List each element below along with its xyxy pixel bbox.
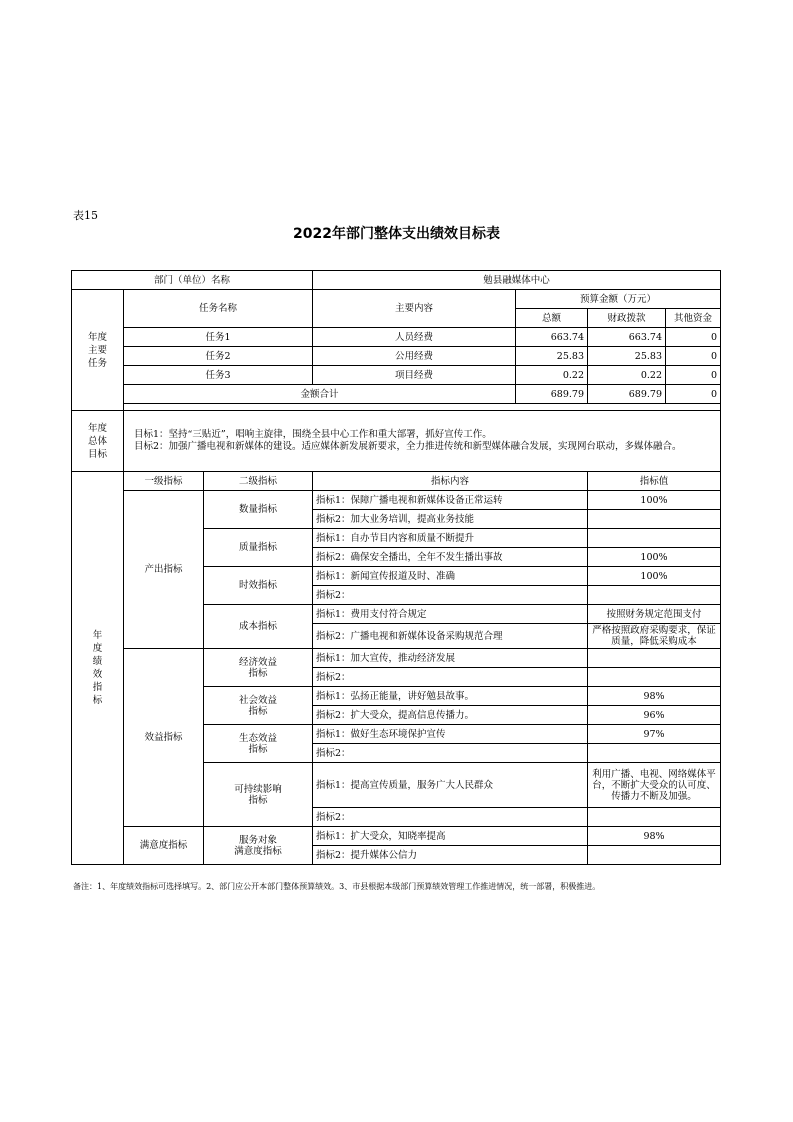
table-row [72, 827, 721, 846]
indicator-value: 96% [588, 706, 721, 725]
indicator-value [588, 649, 721, 668]
indicator-content: 指标1：扩大受众，知晓率提高 [313, 827, 588, 846]
sum-fiscal: 689.79 [588, 385, 666, 404]
sum-label: 金额合计 [124, 385, 516, 404]
task-name: 任务1 [124, 328, 313, 347]
task-total: 0.22 [516, 366, 588, 385]
task-content: 项目经费 [313, 366, 516, 385]
indicator-content: 指标1：自办节目内容和质量不断提升 [313, 529, 588, 548]
satisfaction-indicators: 满意度指标 [124, 827, 204, 865]
task-other: 0 [666, 328, 721, 347]
sum-row [72, 385, 721, 404]
indicator-value: 98% [588, 687, 721, 706]
other-header: 其他资金 [666, 309, 721, 328]
task-name: 任务3 [124, 366, 313, 385]
dept-row [72, 271, 721, 290]
quantity-indicators: 数量指标 [204, 491, 313, 529]
performance-indicators-label: 年 度 绩 效 指 标 [72, 472, 124, 865]
indicator-content: 指标2：广播电视和新媒体设备采购规范合理 [313, 624, 588, 649]
perf-header-row [72, 472, 721, 491]
indicator-value: 100% [588, 567, 721, 586]
indicator-content: 指标2：提升媒体公信力 [313, 846, 588, 865]
economic-benefit-indicators: 经济效益 指标 [204, 649, 313, 687]
indicator-content: 指标1：加大宣传，推动经济发展 [313, 649, 588, 668]
goal-2: 目标2：加强广播电视和新媒体的建设。适应媒体新发展新要求，全力推进传统和新型媒体融合发展，实现网台联动，多媒体融合。 [134, 441, 682, 452]
task-fiscal: 25.83 [588, 347, 666, 366]
cost-indicators: 成本指标 [204, 605, 313, 649]
indicator-value [588, 510, 721, 529]
task-total: 25.83 [516, 347, 588, 366]
service-satisfaction-indicators: 服务对象 满意度指标 [204, 827, 313, 865]
indicator-content: 指标1：新闻宣传报道及时、准确 [313, 567, 588, 586]
indicator-value: 97% [588, 725, 721, 744]
indicator-value [588, 586, 721, 605]
footnote: 备注：1、年度绩效指标可选择填写。2、部门应公开本部门整体预算绩效。3、市县根据本级部门预算绩效管理工作推进情况，统一部署，积极推进。 [73, 882, 601, 891]
dept-label: 部门（单位）名称 [72, 271, 313, 290]
table-row [72, 366, 721, 385]
overall-goals-text [124, 411, 721, 472]
table-row [72, 328, 721, 347]
page-title: 2022年部门整体支出绩效目标表 [293, 226, 500, 242]
indicator-value: 按照财务规定范围支付 [588, 605, 721, 624]
overall-goals-label: 年度 总体 目标 [72, 411, 124, 472]
social-benefit-indicators: 社会效益 指标 [204, 687, 313, 725]
quality-indicators: 质量指标 [204, 529, 313, 567]
task-fiscal: 0.22 [588, 366, 666, 385]
indicator-content: 指标2：加大业务培训，提高业务技能 [313, 510, 588, 529]
task-name-header: 任务名称 [124, 290, 313, 328]
spacer-row [72, 404, 721, 411]
annual-tasks-label: 年度 主要 任务 [72, 290, 124, 411]
indicator-value [588, 846, 721, 865]
level1-header: 一级指标 [124, 472, 204, 491]
table-number: 表15 [73, 209, 98, 222]
indicator-content: 指标2： [313, 808, 588, 827]
task-content: 公用经费 [313, 347, 516, 366]
indicator-value-header: 指标值 [588, 472, 721, 491]
benefit-indicators: 效益指标 [124, 649, 204, 827]
table-row [72, 347, 721, 366]
indicator-content: 指标1：保障广播电视和新媒体设备正常运转 [313, 491, 588, 510]
timeliness-indicators: 时效指标 [204, 567, 313, 605]
indicator-content: 指标1：提高宣传质量，服务广大人民群众 [313, 763, 588, 808]
indicator-content: 指标2：扩大受众，提高信息传播力。 [313, 706, 588, 725]
output-indicators: 产出指标 [124, 491, 204, 649]
task-name: 任务2 [124, 347, 313, 366]
task-other: 0 [666, 347, 721, 366]
task-content: 人员经费 [313, 328, 516, 347]
indicator-content: 指标2： [313, 668, 588, 687]
fiscal-header: 财政拨款 [588, 309, 666, 328]
indicator-content: 指标1：做好生态环境保护宣传 [313, 725, 588, 744]
task-total: 663.74 [516, 328, 588, 347]
sustainability-indicators: 可持续影响 指标 [204, 763, 313, 827]
indicator-content-header: 指标内容 [313, 472, 588, 491]
dept-value: 勉县融媒体中心 [313, 271, 721, 290]
indicator-value: 100% [588, 548, 721, 567]
indicator-content: 指标1：弘扬正能量，讲好勉县故事。 [313, 687, 588, 706]
indicator-value: 100% [588, 491, 721, 510]
task-content-header: 主要内容 [313, 290, 516, 328]
overall-goals-row [72, 411, 721, 472]
ecological-benefit-indicators: 生态效益 指标 [204, 725, 313, 763]
indicator-value [588, 529, 721, 548]
level2-header: 二级指标 [204, 472, 313, 491]
indicator-content: 指标2： [313, 744, 588, 763]
indicator-content: 指标2： [313, 586, 588, 605]
table-row [72, 649, 721, 668]
indicator-value: 利用广播、电视、网络媒体平台，不断扩大受众的认可度、传播力不断及加强。 [588, 763, 721, 808]
indicator-value [588, 668, 721, 687]
total-header: 总额 [516, 309, 588, 328]
task-other: 0 [666, 366, 721, 385]
performance-table [71, 270, 721, 865]
budget-header: 预算金额（万元） [516, 290, 721, 309]
indicator-value: 严格按照政府采购要求，保证质量，降低采购成本 [588, 624, 721, 649]
table-row [72, 491, 721, 510]
goal-1: 目标1：坚持“三贴近”，唱响主旋律，围绕全县中心工作和重大部署，抓好宣传工作。 [134, 429, 492, 440]
indicator-content: 指标1：费用支付符合规定 [313, 605, 588, 624]
indicator-value [588, 808, 721, 827]
indicator-value [588, 744, 721, 763]
indicator-content: 指标2：确保安全播出，全年不发生播出事故 [313, 548, 588, 567]
sum-other: 0 [666, 385, 721, 404]
sum-total: 689.79 [516, 385, 588, 404]
task-fiscal: 663.74 [588, 328, 666, 347]
indicator-value: 98% [588, 827, 721, 846]
task-header-row [72, 290, 721, 309]
